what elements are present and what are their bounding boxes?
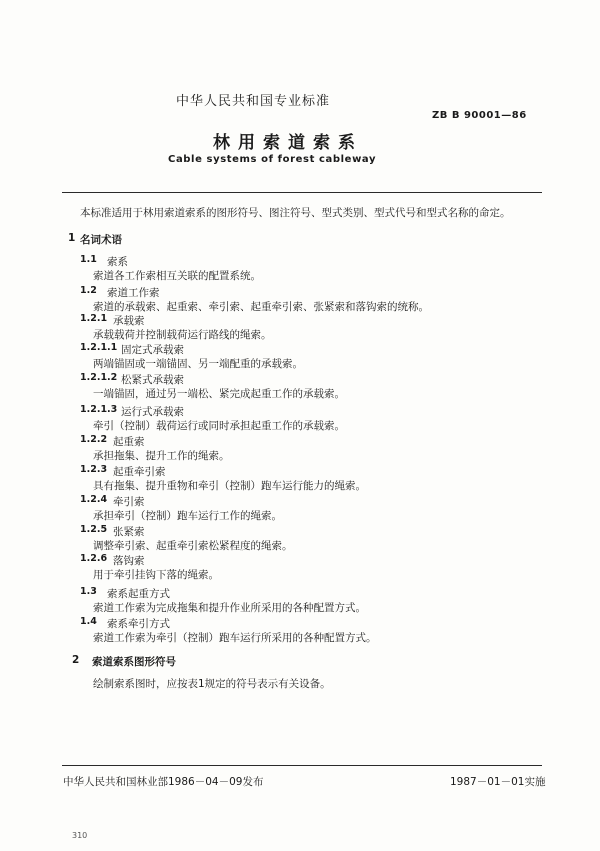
term-definition: 索道的承载索、起重索、牵引索、起重牵引索、张紧索和落钩索的统称。 [93, 301, 429, 313]
term-name: 牵引索 [113, 496, 145, 508]
term-definition: 调整牵引索、起重牵引索松紧程度的绳索。 [93, 540, 293, 552]
term-name: 索系牵引方式 [107, 618, 170, 630]
standard-code: ZB B 90001—86 [432, 110, 527, 121]
term-name: 索道工作索 [107, 287, 160, 299]
term-name: 起重索 [113, 436, 145, 448]
header-divider [62, 192, 542, 193]
term-definition: 两端锚固或一端锚固、另一端配重的承载索。 [93, 358, 303, 370]
footer-divider [62, 765, 542, 766]
section-2-number: 2 [72, 654, 80, 666]
term-name: 索系 [107, 256, 128, 268]
term-number: 1.2.2 [80, 434, 108, 445]
term-name: 承载索 [113, 315, 145, 327]
term-number: 1.2.1.2 [80, 372, 118, 383]
term-number: 1.2.1 [80, 313, 108, 324]
page-title-english: Cable systems of forest cableway [168, 154, 377, 165]
term-number: 1.2.1.1 [80, 342, 118, 353]
page-title: 林用索道索系 [213, 133, 363, 153]
intro-paragraph: 本标准适用于林用索道索系的图形符号、图注符号、型式类别、型式代号和型式名称的命定。 [80, 207, 511, 219]
term-name: 索系起重方式 [107, 588, 170, 600]
term-definition: 具有拖集、提升重物和牵引（控制）跑车运行能力的绳索。 [93, 480, 366, 492]
section-1-number: 1 [68, 232, 76, 244]
term-definition: 承载载荷并控制载荷运行路线的绳索。 [93, 329, 272, 341]
term-number: 1.2.5 [80, 524, 108, 535]
term-name: 松紧式承载索 [121, 374, 184, 386]
term-number: 1.3 [80, 586, 97, 597]
section-2-body: 绘制索系图时，应按表1规定的符号表示有关设备。 [93, 678, 331, 690]
term-name: 张紧索 [113, 526, 145, 538]
section-2-title: 索道索系图形符号 [92, 656, 176, 668]
term-name: 运行式承载索 [121, 406, 184, 418]
term-name: 起重牵引索 [113, 466, 166, 478]
page-number: 310 [72, 831, 88, 840]
issue-info: 中华人民共和国林业部1986－04－09发布 [63, 776, 264, 788]
term-definition: 索道工作索为完成拖集和提升作业所采用的各种配置方式。 [93, 602, 366, 614]
term-number: 1.2.6 [80, 553, 108, 564]
term-number: 1.2.1.3 [80, 404, 118, 415]
term-number: 1.2 [80, 285, 97, 296]
term-number: 1.4 [80, 616, 97, 627]
term-definition: 用于牵引挂钩下落的绳索。 [93, 569, 219, 581]
term-definition: 承担牵引（控制）跑车运行工作的绳索。 [93, 510, 282, 522]
term-definition: 索道工作索为牵引（控制）跑车运行所采用的各种配置方式。 [93, 632, 377, 644]
section-1-title: 名词术语 [80, 234, 122, 246]
term-number: 1.1 [80, 254, 97, 265]
term-definition: 牵引（控制）载荷运行或同时承担起重工作的承载索。 [93, 420, 345, 432]
term-definition: 承担拖集、提升工作的绳索。 [93, 450, 230, 462]
term-definition: 索道各工作索相互关联的配置系统。 [93, 270, 261, 282]
term-name: 固定式承载索 [121, 344, 184, 356]
term-name: 落钩索 [113, 555, 145, 567]
term-number: 1.2.4 [80, 494, 108, 505]
term-number: 1.2.3 [80, 464, 108, 475]
term-definition: 一端锚固，通过另一端松、紧完成起重工作的承载索。 [93, 388, 345, 400]
standard-type: 中华人民共和国专业标准 [176, 94, 331, 109]
effective-date: 1987－01－01实施 [450, 776, 546, 788]
